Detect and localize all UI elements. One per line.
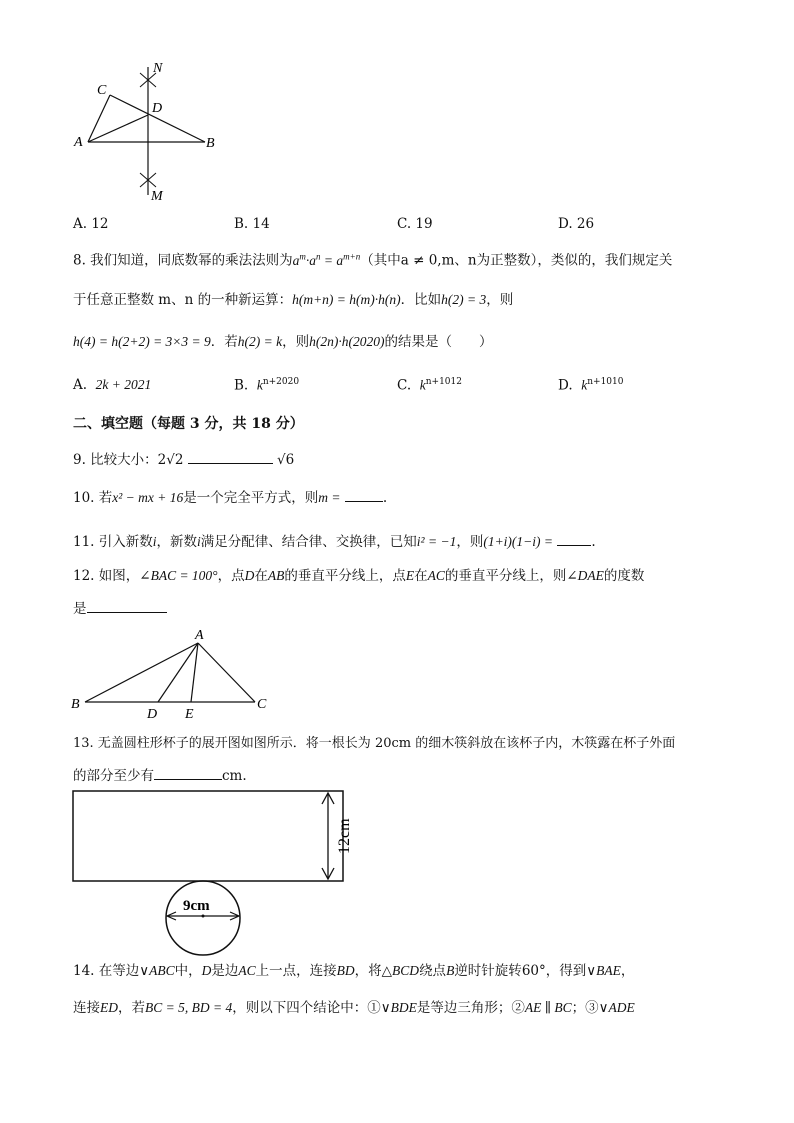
q7-choice-d[interactable]: D. 26	[558, 216, 595, 232]
q7-choice-a[interactable]: A. 12	[73, 216, 109, 232]
label-b: B	[206, 136, 215, 151]
q13-line2: 的部分至少有 cm.	[73, 768, 247, 784]
q12-figure	[65, 622, 280, 722]
diameter-label: 9cm	[183, 898, 210, 914]
q7-choice-c[interactable]: C. 19	[397, 216, 433, 232]
q8-choice-b[interactable]: B. $k^{n+2020}$	[234, 377, 300, 394]
height-label: 12cm	[336, 818, 353, 854]
q13-cup-net-figure	[70, 788, 360, 963]
label-d: D	[147, 707, 158, 722]
q8-text: 8. 我们知道，同底数幂的乘法法则为	[73, 252, 293, 269]
q14-line1: 14. 在等边∨ABC中，D是边AC上一点，连接BD，将△BCD绕点B逆时针旋转60°，得到∨BAE，	[73, 963, 635, 979]
circle-center-dot	[202, 915, 205, 918]
q11-answer-blank[interactable]	[557, 533, 591, 546]
q8-line2: 于任意正整数 m、n 的一种新运算：h(m+n) = h(m)·h(n)．比如h(2) = 3，则	[73, 292, 514, 308]
q7-choice-b[interactable]: B. 14	[234, 216, 270, 232]
section-header-fill-in: 二、填空题（每题 3 分，共 18 分）	[73, 416, 304, 432]
q12-answer-blank[interactable]	[87, 600, 167, 613]
q8-choice-c[interactable]: C. $k^{n+1012}$	[397, 377, 462, 394]
q12-line2: 是	[73, 600, 167, 617]
label-a: A	[74, 135, 83, 150]
q9-answer-blank[interactable]	[188, 451, 273, 464]
q13-answer-blank[interactable]	[154, 767, 222, 780]
label-b: B	[71, 697, 80, 712]
q12-line1: 12. 如图，∠BAC = 100°，点D在AB的垂直平分线上，点E在AC的垂直平分线上，则∠DAE的度数	[73, 568, 645, 584]
segment-ac	[198, 643, 255, 702]
segment-ca	[88, 95, 110, 142]
segment-ab	[85, 643, 198, 702]
label-c: C	[97, 83, 107, 98]
q13-line1: 13. 无盖圆柱形杯子的展开图如图所示．将一根长为 20cm 的细木筷斜放在该杯子内，木筷露在杯子外面	[73, 736, 676, 751]
label-a: A	[195, 628, 204, 643]
q11: 11. 引入新数i，新数i满足分配律、结合律、交换律，已知i² = −1，则(1+i)(1−i) = .	[73, 534, 596, 550]
cup-base-circle	[166, 881, 240, 955]
q8-text-b: （其中a ≠ 0,m、n为正整数），类似的，我们规定关	[360, 252, 673, 269]
label-d: D	[152, 101, 163, 116]
q14-line2: 连接ED，若BC = 5, BD = 4，则以下四个结论中：①∨BDE是等边三角形；②AE ∥ BC；③∨ADE	[73, 1000, 635, 1016]
label-e: E	[185, 707, 194, 722]
q8-line1	[73, 252, 672, 268]
segment-ad	[88, 115, 148, 142]
q10: 10. 若x² − mx + 16是一个完全平方式，则m = .	[73, 490, 388, 506]
q8-choice-d[interactable]: D. $k^{n+1010}$	[558, 377, 624, 394]
q7-figure	[60, 55, 240, 210]
q8-formula1: $a^m\cdot a^n = a^{m+n}$	[292, 251, 361, 268]
q8-line3: h(4) = h(2+2) = 3×3 = 9．若h(2) = k，则h(2n)·h(2020)的结果是（ ）	[73, 334, 493, 350]
cup-side-rectangle	[73, 791, 343, 881]
label-n: N	[153, 61, 163, 76]
label-m: M	[151, 189, 163, 204]
q9: 9. 比较大小：2√2 √6	[73, 452, 295, 468]
label-c: C	[257, 697, 267, 712]
q8-choice-a[interactable]: A. 2k + 2021	[73, 377, 152, 393]
q10-answer-blank[interactable]	[345, 489, 383, 502]
